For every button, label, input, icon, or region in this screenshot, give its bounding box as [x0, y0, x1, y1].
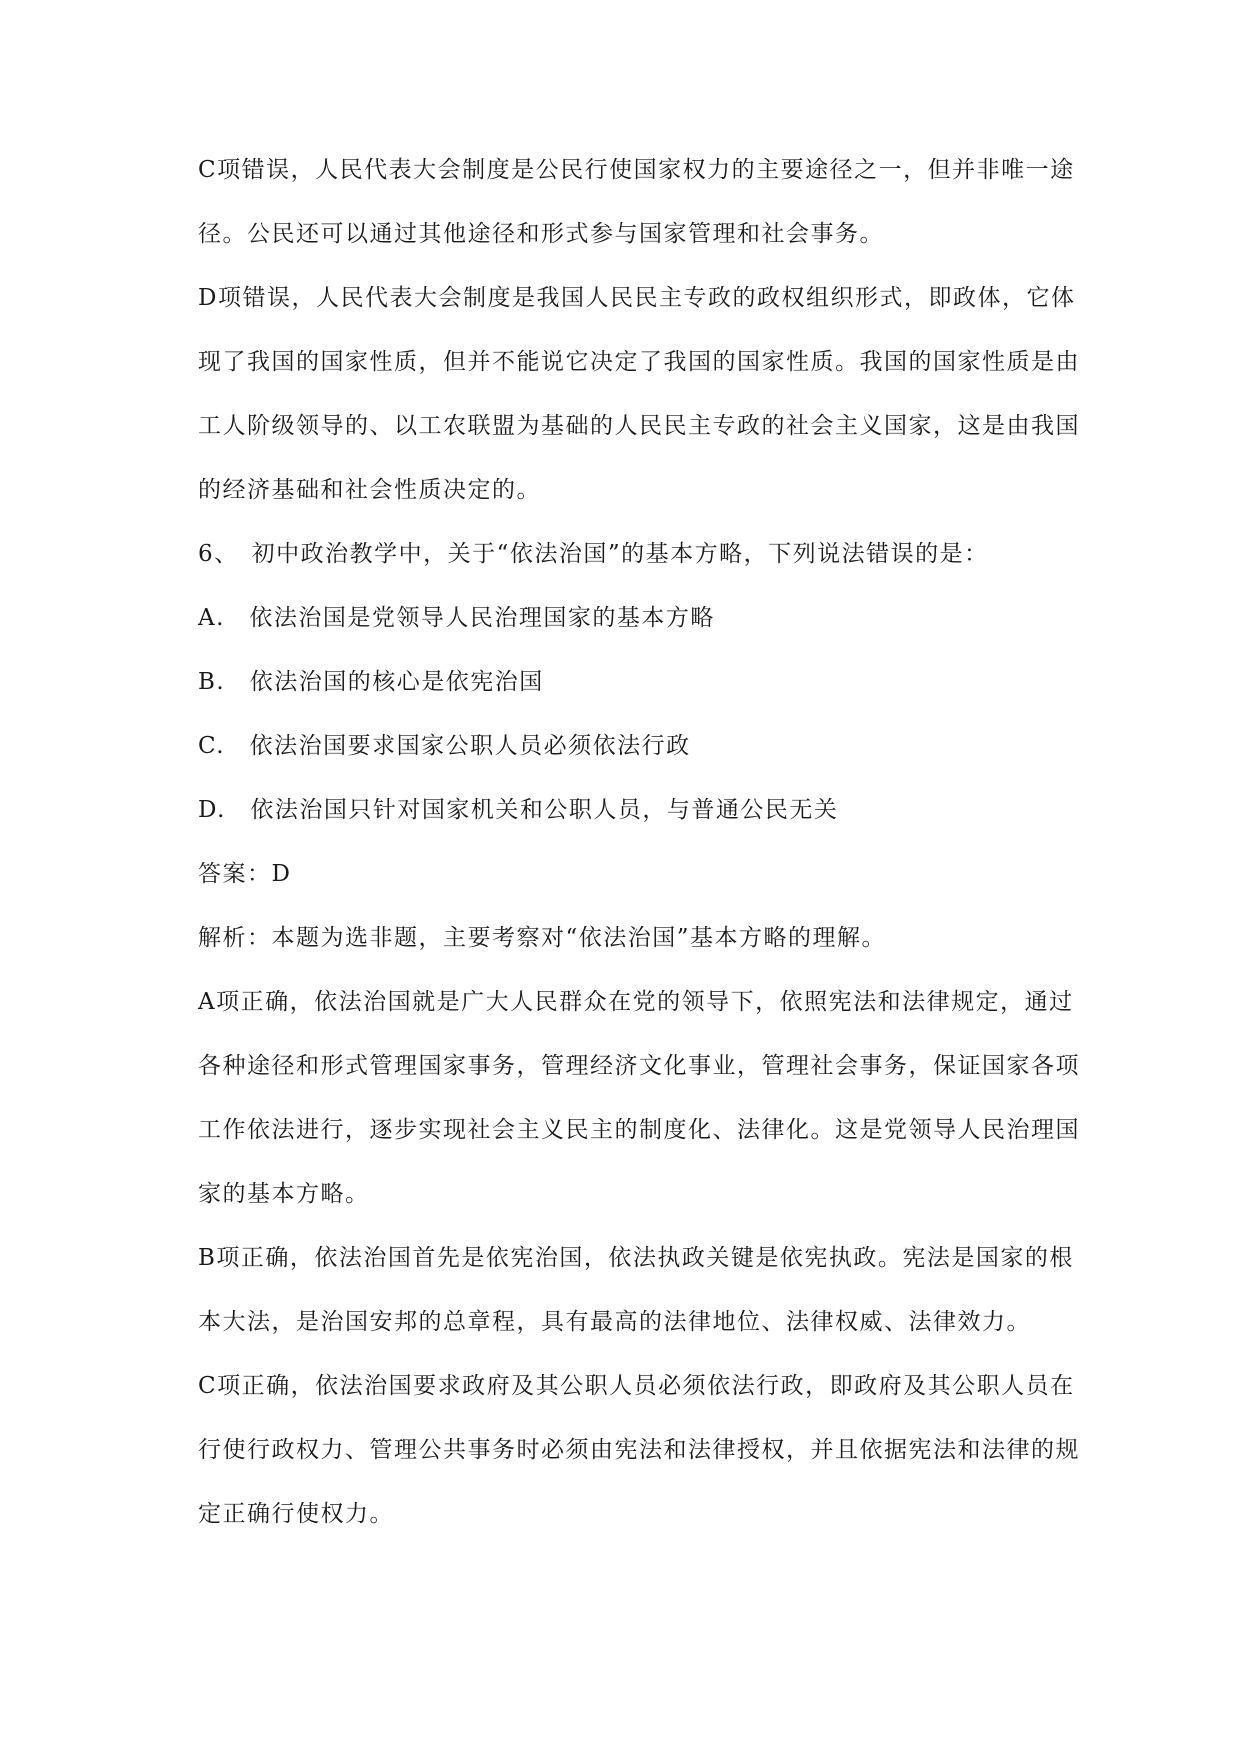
question-6-answer	[198, 842, 1086, 906]
text-line: 的经济基础和社会性质决定的。	[198, 477, 541, 503]
text-line: B项正确，依法治国首先是依宪治国，依法执政关键是依宪执政。宪法是国家的根	[198, 1245, 1074, 1271]
text-line: 工作依法进行，逐步实现社会主义民主的制度化、法律化。这是党领导人民治理国	[198, 1117, 1080, 1143]
question-6-option-c	[198, 714, 1086, 778]
question-6-option-d	[198, 778, 1086, 842]
question-6-analysis-intro	[198, 906, 1086, 970]
paragraph-option-c-analysis	[198, 1354, 1086, 1546]
question-6-option-a	[198, 586, 1086, 650]
paragraph-option-a-analysis	[198, 970, 1086, 1226]
text-line: B. 依法治国的核心是依宪治国	[198, 669, 544, 695]
text-line: 6、 初中政治教学中，关于“依法治国”的基本方略，下列说法错误的是：	[198, 541, 989, 567]
document-page	[198, 138, 1086, 1546]
text-line: 定正确行使权力。	[198, 1501, 394, 1527]
text-line: D项错误，人民代表大会制度是我国人民民主专政的政权组织形式，即政体，它体	[198, 285, 1076, 311]
question-6-option-b	[198, 650, 1086, 714]
paragraph-option-d-explanation	[198, 266, 1086, 522]
text-line: 家的基本方略。	[198, 1181, 370, 1207]
text-line: 现了我国的国家性质，但并不能说它决定了我国的国家性质。我国的国家性质是由	[198, 349, 1080, 375]
text-line: 径。公民还可以通过其他途径和形式参与国家管理和社会事务。	[198, 221, 884, 247]
text-line: A项正确，依法治国就是广大人民群众在党的领导下，依照宪法和法律规定，通过	[198, 989, 1074, 1015]
text-line: 各种途径和形式管理国家事务，管理经济文化事业，管理社会事务，保证国家各项	[198, 1053, 1080, 1079]
text-line: 答案：D	[198, 861, 292, 887]
text-line: C项错误，人民代表大会制度是公民行使国家权力的主要途径之一，但并非唯一途	[198, 157, 1075, 183]
paragraph-option-c-explanation	[198, 138, 1086, 266]
text-line: C项正确，依法治国要求政府及其公职人员必须依法行政，即政府及其公职人员在	[198, 1373, 1075, 1399]
text-line: 行使行政权力、管理公共事务时必须由宪法和法律授权，并且依据宪法和法律的规	[198, 1437, 1080, 1463]
text-line: A. 依法治国是党领导人民治理国家的基本方略	[198, 605, 715, 631]
text-line: 本大法，是治国安邦的总章程，具有最高的法律地位、法律权威、法律效力。	[198, 1309, 1031, 1335]
text-line: C. 依法治国要求国家公职人员必须依法行政	[198, 733, 691, 759]
paragraph-option-b-analysis	[198, 1226, 1086, 1354]
question-6-stem	[198, 522, 1086, 586]
text-line: D. 依法治国只针对国家机关和公职人员，与普通公民无关	[198, 797, 839, 823]
text-line: 工人阶级领导的、以工农联盟为基础的人民民主专政的社会主义国家，这是由我国	[198, 413, 1080, 439]
text-line: 解析：本题为选非题，主要考察对“依法治国”基本方略的理解。	[198, 925, 887, 951]
